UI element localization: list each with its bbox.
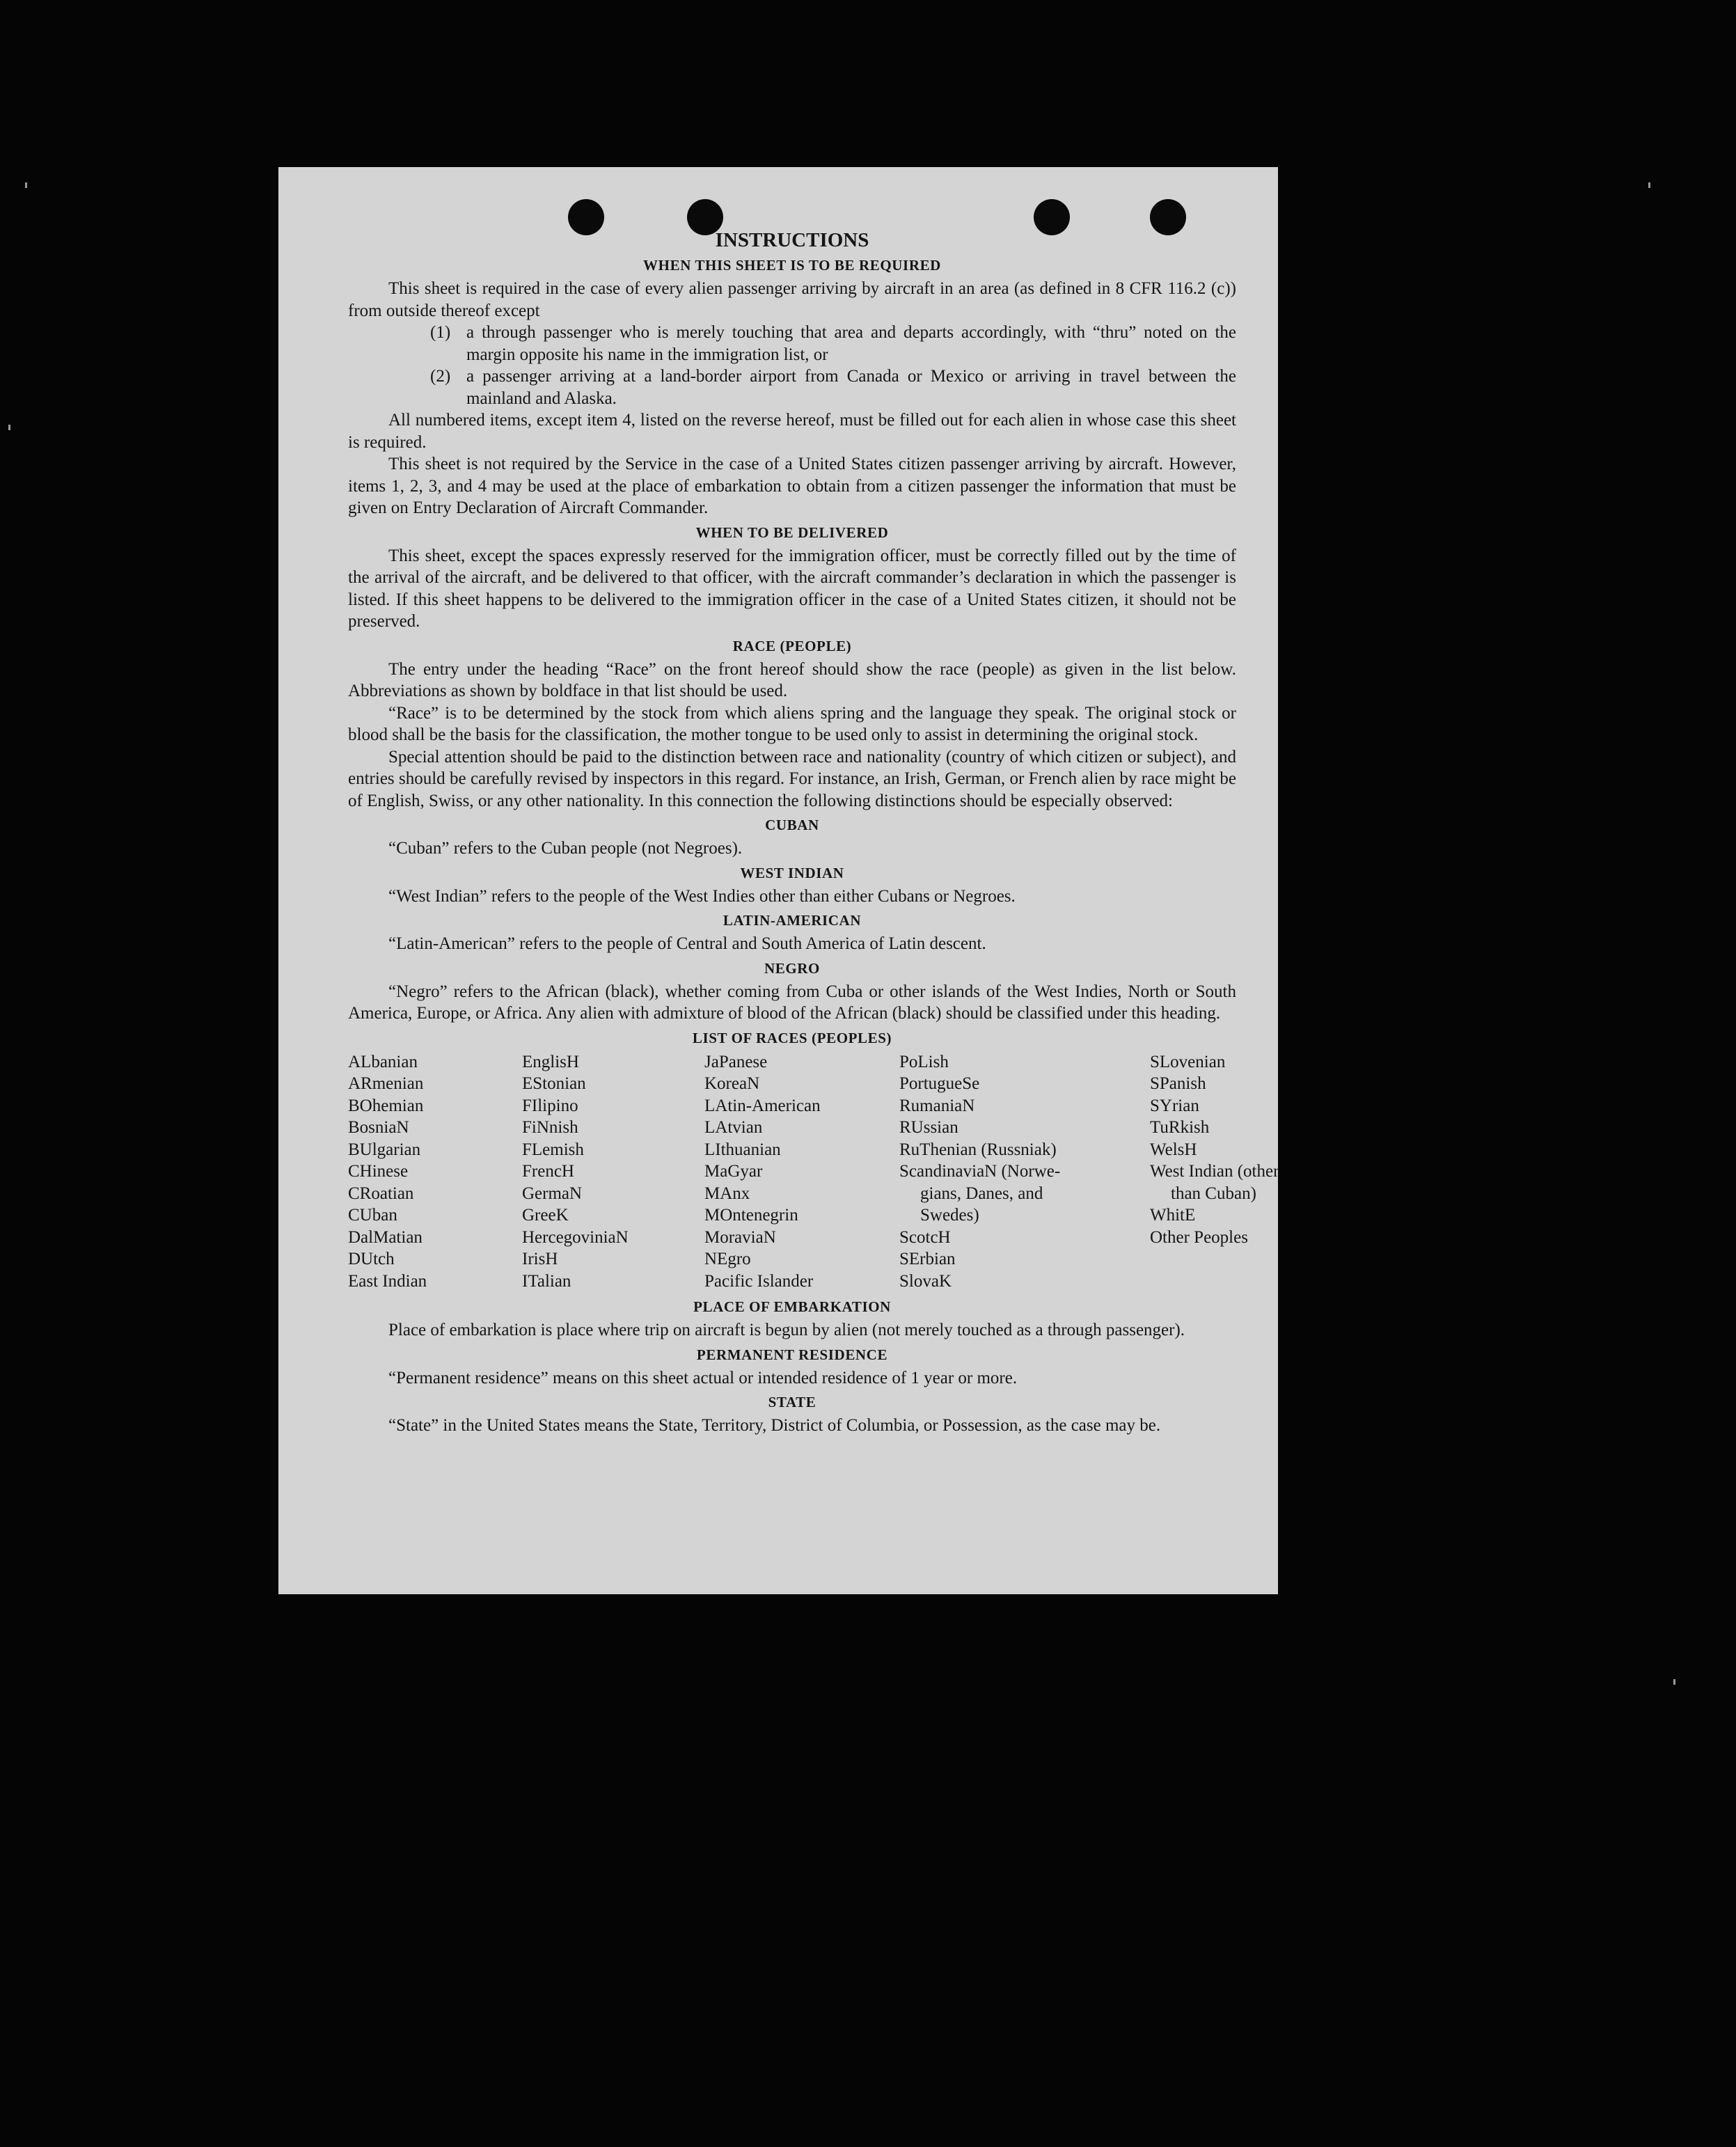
race-entry: BOhemian — [348, 1096, 424, 1115]
race-entry: FiNnish — [522, 1118, 578, 1137]
race-entry: WelsH — [1150, 1140, 1197, 1159]
film-speck — [1673, 1679, 1675, 1685]
item-text: a passenger arriving at a land-border airport from Canada or Mexico or arriving in travel between the mainland and Alaska. — [466, 367, 1236, 408]
punch-hole — [1150, 199, 1186, 235]
paragraph: The entry under the heading “Race” on the front hereof should show the race (people) as given in the list below. Abbreviations as shown by boldface in that list should be used. — [348, 659, 1236, 700]
race-entry: SYrian — [1150, 1096, 1199, 1115]
paragraph: “Permanent residence” means on this sheet actual or intended residence of 1 year or more. — [388, 1368, 1018, 1387]
race-entry-continued: Swedes) — [920, 1206, 979, 1225]
section-heading-negro: NEGRO — [764, 959, 820, 977]
race-entry: TuRkish — [1150, 1118, 1210, 1137]
race-entry: West Indian (other — [1150, 1162, 1279, 1181]
race-entry: EStonian — [522, 1074, 586, 1093]
section-heading-when-delivered: WHEN TO BE DELIVERED — [695, 524, 889, 541]
paragraph: “State” in the United States means the State, Territory, District of Columbia, or Possession, as the case may be. — [388, 1416, 1161, 1435]
race-entry: LAtin-American — [704, 1096, 821, 1115]
race-entry: ScotcH — [899, 1227, 951, 1247]
race-entry: Pacific Islander — [704, 1271, 814, 1291]
paragraph: This sheet is required in the case of every alien passenger arriving by aircraft in an area (as defined in 8 CFR 116.2 (c)) from outside thereof except — [348, 279, 1236, 320]
race-entry-continued: gians, Danes, and — [920, 1183, 1043, 1203]
race-entry: SlovaK — [899, 1271, 952, 1291]
race-list — [348, 1051, 1279, 1293]
race-entry: EnglisH — [522, 1052, 579, 1071]
race-entry: ALbanian — [348, 1052, 418, 1071]
section-heading-list-of-races: LIST OF RACES (PEOPLES) — [692, 1029, 892, 1046]
item-number: (1) — [430, 323, 451, 342]
race-entry: LIthuanian — [704, 1140, 781, 1159]
race-entry: BosniaN — [348, 1118, 409, 1137]
exception-item-2 — [430, 365, 1236, 409]
section-heading-latin-american: LATIN-AMERICAN — [723, 912, 862, 929]
paragraph: “Latin-American” refers to the people of Central and South America of Latin descent. — [388, 934, 986, 953]
race-entry: MOntenegrin — [704, 1206, 798, 1225]
race-entry-continued: than Cuban) — [1171, 1183, 1256, 1203]
race-entry: WhitE — [1150, 1206, 1196, 1225]
race-entry: FIlipino — [522, 1096, 578, 1115]
race-entry: SErbian — [899, 1250, 956, 1268]
paragraph: Special attention should be paid to the distinction between race and nationality (country of which citizen or subject), and entries should be carefully revised by inspectors in this regard. For instance, an Irish, German, or French alien by race might be of English, Swiss, or any other nationality. In this connection the following distinctions should be especially observed: — [348, 747, 1236, 810]
race-entry: FLemish — [522, 1140, 584, 1159]
race-entry: CRoatian — [348, 1183, 414, 1203]
punch-hole — [568, 199, 604, 235]
film-speck — [1648, 182, 1650, 188]
race-entry: RUssian — [899, 1118, 958, 1137]
instruction-sheet — [278, 167, 1278, 1594]
paragraph: “Cuban” refers to the Cuban people (not Negroes). — [388, 839, 743, 858]
race-entry: CUban — [348, 1206, 397, 1225]
race-entry: DUtch — [348, 1250, 395, 1268]
race-entry: GermaN — [522, 1183, 583, 1203]
paragraph: Place of embarkation is place where trip on aircraft is begun by alien (not merely touched as a through passenger). — [388, 1321, 1185, 1339]
paragraph: All numbered items, except item 4, listed on the reverse hereof, must be filled out for each alien in whose case this sheet is required. — [348, 411, 1236, 452]
race-entry: SLovenian — [1150, 1052, 1226, 1071]
race-entry: ARmenian — [348, 1074, 424, 1093]
section-heading-cuban: CUBAN — [765, 817, 819, 833]
paragraph: This sheet, except the spaces expressly reserved for the immigration officer, must be correctly filled out by the time of the arrival of the aircraft, and be delivered to that officer, with the aircraft commander’s declaration in which the passenger is listed. If this sheet happens to be delivered to the immigration officer in the case of a United States citizen, it should not be preserved. — [348, 546, 1236, 631]
race-column — [522, 1051, 704, 1293]
race-entry: LAtvian — [704, 1118, 763, 1137]
race-column — [704, 1051, 899, 1293]
item-number: (2) — [430, 367, 451, 386]
race-entry: NEgro — [704, 1250, 751, 1268]
exception-item-1 — [430, 322, 1236, 365]
race-entry: FrencH — [522, 1162, 574, 1181]
paragraph: “Negro” refers to the African (black), whether coming from Cuba or other islands of the West Indies, North or South America, Europe, or Africa. Any alien with admixture of blood of the African (black) should be classified under this heading. — [348, 982, 1236, 1023]
race-entry: ScandinaviaN (Norwe- — [899, 1162, 1061, 1181]
section-heading-west-indian: WEST INDIAN — [740, 864, 844, 881]
race-entry: HercegoviniaN — [522, 1227, 629, 1247]
film-speck — [8, 425, 10, 430]
race-entry: SPanish — [1150, 1074, 1206, 1093]
race-column — [899, 1051, 1150, 1293]
race-entry: JaPanese — [704, 1052, 768, 1071]
race-entry: East Indian — [348, 1271, 427, 1291]
race-entry: BUlgarian — [348, 1140, 421, 1159]
section-heading-state: STATE — [768, 1394, 816, 1410]
section-heading-permanent-residence: PERMANENT RESIDENCE — [696, 1346, 888, 1363]
section-heading-race: RACE (PEOPLE) — [732, 637, 852, 654]
film-speck — [25, 182, 27, 188]
race-entry: IrisH — [522, 1250, 558, 1268]
page-title: INSTRUCTIONS — [715, 229, 869, 251]
race-column — [348, 1051, 522, 1293]
race-entry: MoraviaN — [704, 1227, 776, 1247]
race-entry: CHinese — [348, 1162, 409, 1181]
race-entry: RuThenian (Russniak) — [899, 1140, 1057, 1159]
punch-hole — [1034, 199, 1070, 235]
punch-hole — [687, 199, 723, 235]
race-entry: PortugueSe — [899, 1074, 980, 1093]
race-entry: PoLish — [899, 1052, 949, 1071]
race-entry: MaGyar — [704, 1162, 763, 1181]
item-text: a through passenger who is merely touching that area and departs accordingly, with “thru” noted on the margin opposite his name in the immigration list, or — [466, 323, 1236, 364]
race-column — [1150, 1051, 1331, 1293]
sheet-content — [348, 228, 1279, 1437]
section-heading-embarkation: PLACE OF EMBARKATION — [693, 1298, 891, 1315]
paragraph: “Race” is to be determined by the stock from which aliens spring and the language they speak. The original stock or blood shall be the basis for the classification, the mother tongue to be used only to assist in determining the original stock. — [348, 703, 1236, 744]
section-heading-when-required: WHEN THIS SHEET IS TO BE REQUIRED — [643, 257, 941, 274]
race-entry: Other Peoples — [1150, 1227, 1248, 1247]
paragraph: This sheet is not required by the Service in the case of a United States citizen passenger arriving by aircraft. However, items 1, 2, 3, and 4 may be used at the place of embarkation to obtain from a citizen passenger the information that must be given on Entry Declaration of Aircraft Commander. — [348, 455, 1236, 517]
race-entry: ITalian — [522, 1271, 571, 1291]
race-entry: RumaniaN — [899, 1096, 975, 1115]
race-entry: MAnx — [704, 1183, 750, 1203]
paragraph: “West Indian” refers to the people of the West Indies other than either Cubans or Negroes. — [388, 886, 1016, 906]
race-entry: KoreaN — [704, 1074, 760, 1093]
race-entry: DalMatian — [348, 1227, 423, 1247]
race-entry: GreeK — [522, 1206, 569, 1225]
